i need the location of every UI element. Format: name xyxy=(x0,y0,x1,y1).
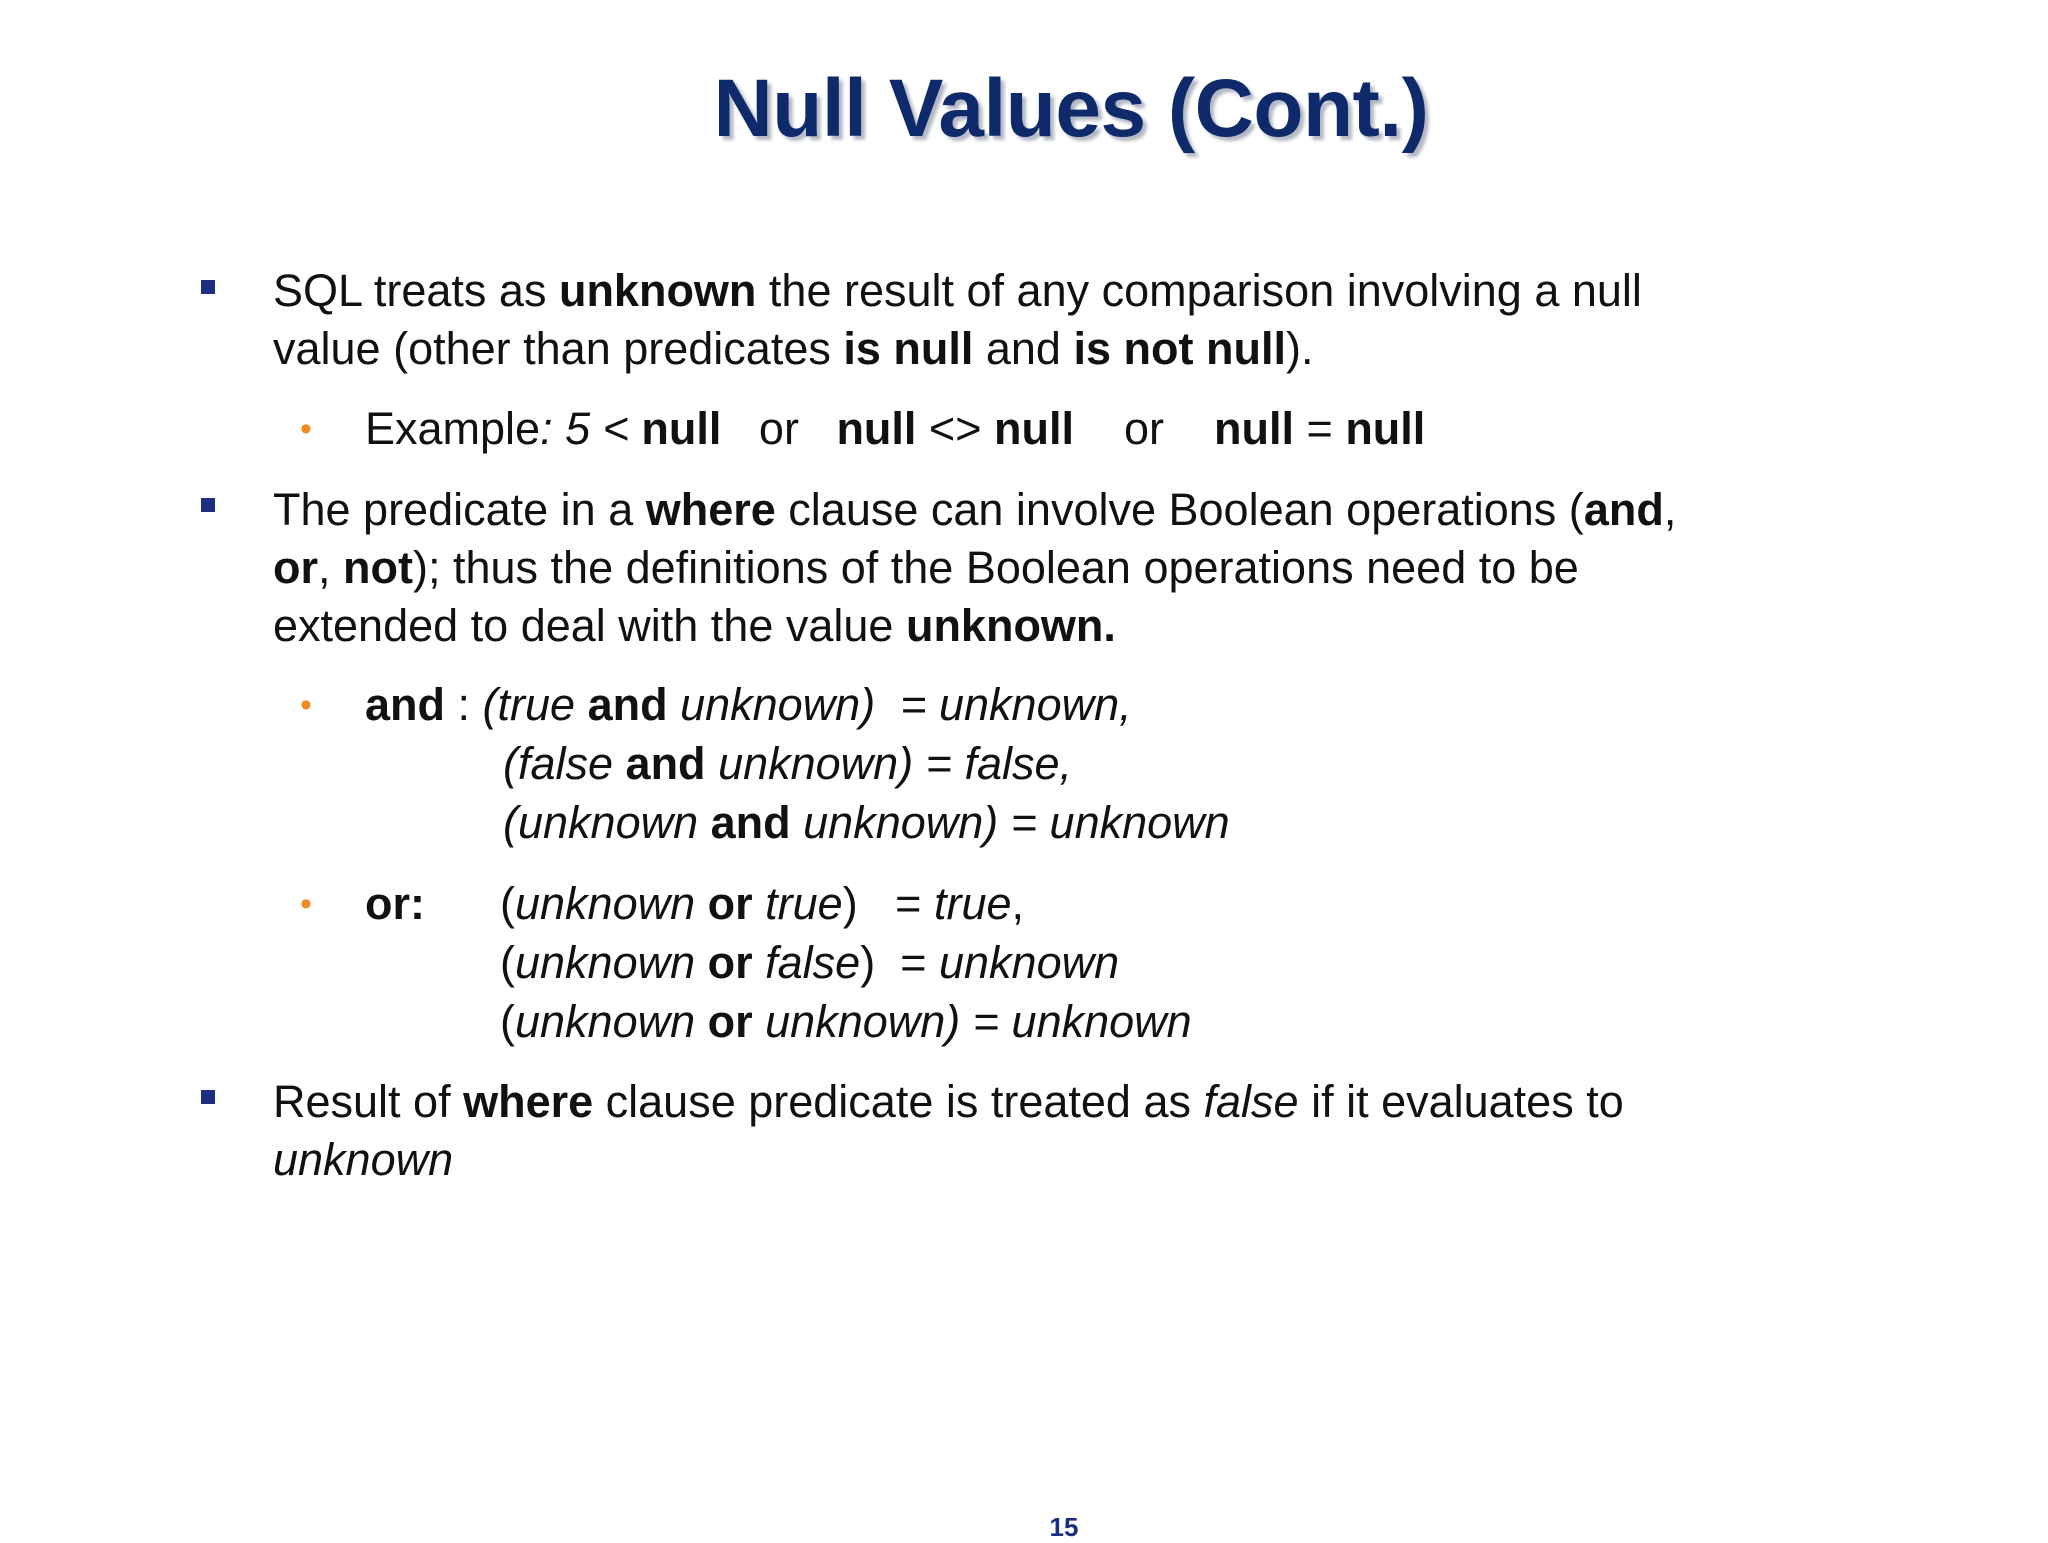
bullet-2-line-2: or, not); thus the definitions of the Boolean operations need to be xyxy=(273,542,1579,593)
bullet-dot-and: • xyxy=(300,686,312,724)
example-line: Example: 5 < null or null <> null or null = null xyxy=(365,403,1426,454)
or-rule-1: (unknown or true) = true, xyxy=(500,878,1025,929)
bullet-dot-example: • xyxy=(300,410,312,448)
and-rule-1: and : (true and unknown) = unknown, xyxy=(365,679,1132,730)
bullet-square-3 xyxy=(201,1090,215,1104)
bullet-3-line-1: Result of where clause predicate is treated as false if it evaluates to xyxy=(273,1076,1624,1127)
or-rule-3: (unknown or unknown) = unknown xyxy=(500,996,1192,1047)
slide-title: Null Values (Cont.) xyxy=(713,63,1429,154)
bullet-2-line-3: extended to deal with the value unknown. xyxy=(273,600,1116,651)
or-label: or: xyxy=(365,878,425,929)
and-rule-3: (unknown and unknown) = unknown xyxy=(503,797,1230,848)
page-number: 15 xyxy=(1049,1512,1079,1542)
and-rule-2: (false and unknown) = false, xyxy=(503,738,1073,789)
or-rule-2: (unknown or false) = unknown xyxy=(500,937,1120,988)
bullet-1-line-1: SQL treats as unknown the result of any comparison involving a null xyxy=(273,265,1642,316)
bullet-1-line-2: value (other than predicates is null and is not null). xyxy=(273,323,1314,374)
bullet-dot-or: • xyxy=(300,885,312,923)
bullet-3-line-2: unknown xyxy=(273,1134,454,1185)
bullet-2-line-1: The predicate in a where clause can involve Boolean operations (and, xyxy=(273,484,1677,535)
bullet-square-1 xyxy=(201,280,215,294)
bullet-square-2 xyxy=(201,498,215,512)
